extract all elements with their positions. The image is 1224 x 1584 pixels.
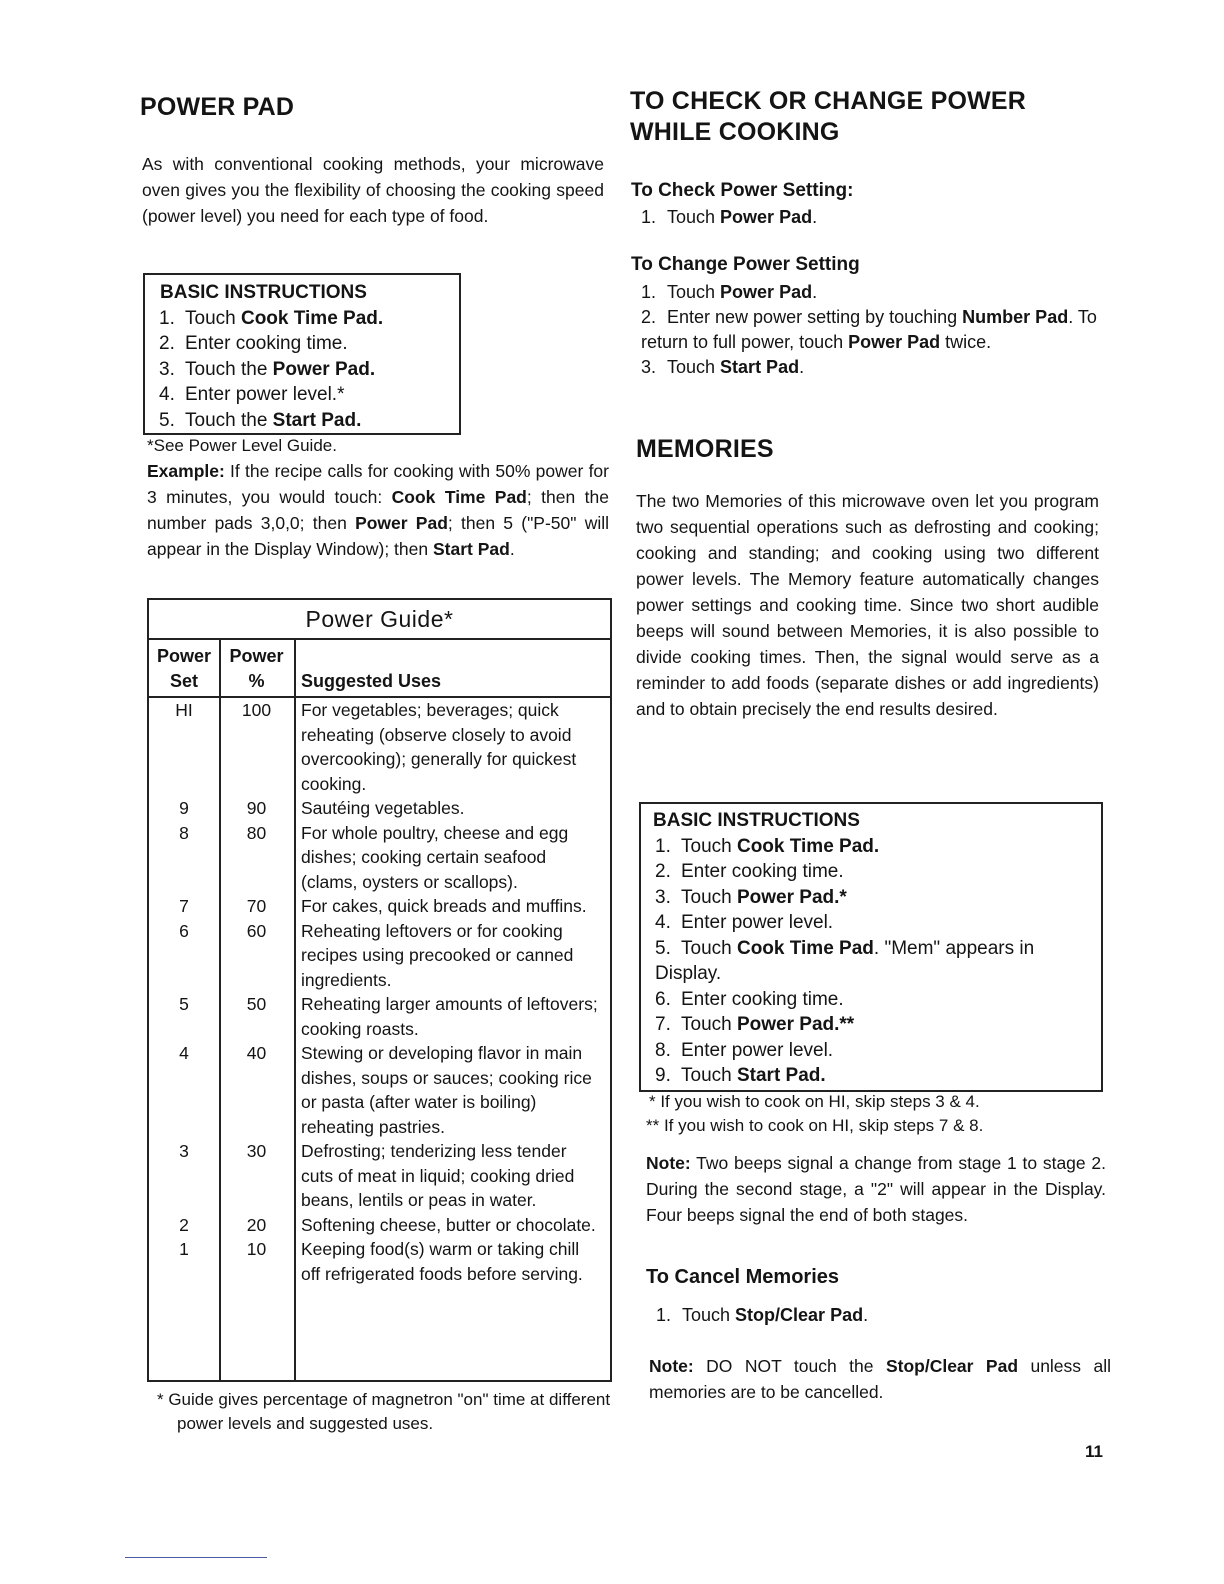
power-pad-intro: As with conventional cooking methods, your microwave oven gives you the flexibility of choosing the cooking speed (power level) you need for each type of food. bbox=[142, 154, 604, 226]
step-bold: Power Pad bbox=[848, 332, 941, 352]
step-number: 2. bbox=[641, 307, 657, 327]
col-suggested-uses: Suggested Uses bbox=[301, 671, 442, 691]
step-number: 1. bbox=[655, 835, 671, 857]
step-bold: Power Pad. bbox=[272, 358, 376, 380]
table-row bbox=[149, 1041, 610, 1139]
see-guide-note: *See Power Level Guide. bbox=[147, 436, 337, 455]
power-set-cell: 5 bbox=[179, 994, 189, 1014]
step-text: . bbox=[812, 282, 818, 302]
power-percent-cell: 80 bbox=[246, 822, 267, 843]
step-bold: Start Pad. bbox=[736, 1065, 826, 1086]
step-number: 1. bbox=[641, 282, 657, 302]
power-guide-title: Power Guide* bbox=[149, 600, 610, 640]
power-percent-cell: 60 bbox=[246, 920, 267, 941]
col-power-pct-line1: Power bbox=[229, 646, 284, 666]
change-power-heading: To Change Power Setting bbox=[631, 254, 860, 275]
power-percent-cell: 30 bbox=[246, 1141, 267, 1161]
table-row bbox=[149, 1139, 610, 1213]
example-label: Example: bbox=[147, 461, 225, 481]
note-label: Note: bbox=[646, 1153, 691, 1173]
list-item bbox=[641, 834, 1101, 860]
table-row bbox=[149, 698, 610, 796]
step-number: 4. bbox=[159, 384, 175, 405]
step-text: Touch bbox=[681, 886, 737, 908]
step-number: 1. bbox=[641, 207, 657, 227]
step-bold: Start Pad. bbox=[272, 409, 362, 431]
check-change-title: TO CHECK OR CHANGE POWER WHILE COOKING bbox=[630, 87, 1027, 147]
power-set-cell: 7 bbox=[179, 896, 189, 916]
step-number: 3. bbox=[159, 358, 175, 380]
step-number: 3. bbox=[655, 886, 671, 908]
example-text-4: . bbox=[509, 539, 515, 559]
power-guide-header bbox=[149, 640, 610, 698]
suggested-use-cell: Defrosting; tenderizing less tender cuts of meat in liquid; cooking dried beans, lentils or peas in water. bbox=[301, 1141, 575, 1210]
power-set-cell: HI bbox=[175, 700, 193, 720]
step-text: Touch bbox=[681, 835, 737, 857]
table-row bbox=[149, 1213, 610, 1238]
suggested-use-cell: Sautéing vegetables. bbox=[301, 798, 465, 818]
suggested-use-cell: Reheating leftovers or for cooking recipes using precooked or canned ingredients. bbox=[301, 920, 574, 990]
check-power-steps bbox=[631, 205, 1091, 230]
step-bold: Cook Time Pad bbox=[736, 937, 874, 959]
power-percent-cell: 40 bbox=[246, 1043, 267, 1063]
power-set-cell: 6 bbox=[179, 920, 189, 941]
step-text: Touch bbox=[681, 1014, 737, 1035]
suggested-use-cell: Stewing or developing flavor in main dishes, soups or sauces; cooking rice or pasta (after water is boiling) reheating pastries. bbox=[301, 1043, 592, 1137]
footnote-double-star: ** If you wish to cook on HI, skip steps 7 & 8. bbox=[646, 1116, 984, 1135]
step-number: 2. bbox=[159, 333, 175, 354]
col-power-set-line1: Power bbox=[156, 646, 212, 666]
power-percent-cell: 10 bbox=[246, 1239, 267, 1259]
guide-footnote: * Guide gives percentage of magnetron "on" time at different power levels and suggested uses. bbox=[157, 1390, 611, 1433]
step-number: 1. bbox=[656, 1305, 672, 1325]
step-number: 5. bbox=[655, 937, 671, 959]
step-number: 8. bbox=[655, 1039, 671, 1061]
power-pad-title: POWER PAD bbox=[140, 93, 295, 121]
note-text: DO NOT touch the bbox=[693, 1356, 886, 1376]
step-bold: Cook Time Pad. bbox=[736, 835, 880, 857]
step-text: Touch bbox=[667, 357, 721, 377]
step-text: Enter power level. bbox=[681, 912, 834, 933]
table-row bbox=[149, 919, 610, 993]
step-number: 4. bbox=[655, 912, 671, 933]
suggested-use-cell: For vegetables; beverages; quick reheating (observe closely to avoid overcooking); generally for quickest cooking. bbox=[301, 700, 577, 794]
list-item bbox=[145, 382, 459, 408]
memories-instructions-list bbox=[641, 834, 1101, 1089]
footer-rule bbox=[125, 1557, 267, 1558]
suggested-use-cell: For cakes, quick breads and muffins. bbox=[301, 896, 587, 916]
col-power-set-line2: Set bbox=[169, 671, 198, 691]
footnote-single-star: * If you wish to cook on HI, skip steps 3 & 4. bbox=[649, 1092, 980, 1111]
cancel-memories-steps bbox=[646, 1303, 1106, 1328]
step-bold: Power Pad.** bbox=[736, 1014, 855, 1035]
basic-instructions-list bbox=[145, 306, 459, 434]
power-set-cell: 8 bbox=[179, 822, 189, 843]
table-row bbox=[149, 1237, 610, 1286]
step-text: Touch the bbox=[185, 409, 273, 431]
list-item bbox=[631, 280, 1101, 305]
step-text: Enter power level. bbox=[681, 1039, 834, 1061]
step-text: Enter cooking time. bbox=[185, 333, 348, 354]
note-stop-clear bbox=[649, 1353, 1111, 1405]
step-text: Touch bbox=[681, 1065, 737, 1086]
step-number: 2. bbox=[655, 861, 671, 882]
step-bold: Cook Time Pad. bbox=[240, 307, 384, 329]
note-stop-clear-pad: Stop/Clear Pad bbox=[885, 1356, 1019, 1376]
basic-instructions-heading: BASIC INSTRUCTIONS bbox=[160, 282, 367, 303]
list-item bbox=[641, 910, 1101, 936]
example-cook-time-pad: Cook Time Pad bbox=[391, 487, 527, 507]
list-item bbox=[641, 936, 1101, 987]
page-number: 11 bbox=[1085, 1442, 1103, 1461]
power-guide-rows bbox=[149, 698, 610, 1286]
table-row bbox=[149, 796, 610, 821]
power-percent-cell: 100 bbox=[241, 700, 272, 720]
list-item bbox=[641, 1038, 1101, 1064]
step-text: Touch bbox=[681, 937, 737, 959]
power-set-cell: 1 bbox=[179, 1239, 189, 1259]
power-percent-cell: 70 bbox=[246, 896, 267, 916]
list-item bbox=[631, 205, 1091, 230]
step-text: Enter cooking time. bbox=[681, 988, 844, 1010]
example-text-1: If the recipe calls for cooking with 50% power for 3 minutes, you would touch: bbox=[147, 461, 609, 507]
step-text: Touch bbox=[682, 1305, 736, 1325]
step-number: 3. bbox=[641, 357, 657, 377]
list-item bbox=[145, 357, 459, 383]
suggested-use-cell: Keeping food(s) warm or taking chill off refrigerated foods before serving. bbox=[301, 1239, 583, 1284]
memories-intro: The two Memories of this microwave oven let you program two sequential operations such as defrosting and cooking; cooking and standing; and cooking using two different power levels. The Memory feature automatically changes power settings and cooking time. Since two short audible beeps will sound between Memories, it is also possible to divide cooking times. Then, the signal would serve as a reminder to add foods (separate dishes or add ingredients) and to obtain precisely the end results desired. bbox=[636, 491, 1099, 719]
check-power-heading: To Check Power Setting: bbox=[631, 180, 854, 201]
list-item bbox=[641, 1063, 1101, 1089]
table-row bbox=[149, 992, 610, 1041]
power-percent-cell: 50 bbox=[246, 994, 267, 1014]
suggested-use-cell: Reheating larger amounts of leftovers; cooking roasts. bbox=[301, 994, 598, 1039]
table-row bbox=[149, 821, 610, 895]
step-text: Enter cooking time. bbox=[681, 861, 844, 882]
suggested-use-cell: For whole poultry, cheese and egg dishes; cooking certain seafood (clams, oysters or scallops). bbox=[301, 822, 569, 892]
example-start-pad: Start Pad bbox=[432, 539, 510, 559]
example-text-2: ; then the number pads 3,0,0; then bbox=[147, 487, 609, 533]
step-text: Touch bbox=[667, 207, 721, 227]
memories-instructions-heading: BASIC INSTRUCTIONS bbox=[653, 810, 860, 831]
table-row bbox=[149, 894, 610, 919]
power-set-cell: 3 bbox=[179, 1141, 189, 1161]
step-bold: Power Pad bbox=[720, 207, 813, 227]
step-bold: Stop/Clear Pad bbox=[735, 1305, 864, 1325]
step-bold: Start Pad bbox=[720, 357, 800, 377]
step-number: 5. bbox=[159, 409, 175, 431]
list-item bbox=[646, 1303, 1106, 1328]
step-number: 1. bbox=[159, 307, 175, 329]
list-item bbox=[641, 1012, 1101, 1038]
example-power-pad: Power Pad bbox=[355, 513, 448, 533]
basic-instructions-box bbox=[143, 273, 461, 435]
list-item bbox=[641, 987, 1101, 1013]
example-text-3: ; then 5 ("P-50" will appear in the Display Window); then bbox=[147, 513, 610, 559]
step-text: . bbox=[863, 1305, 869, 1325]
note-stages bbox=[646, 1150, 1106, 1228]
step-text: Touch bbox=[667, 282, 721, 302]
list-item bbox=[631, 305, 1101, 355]
step-text: Enter power level.* bbox=[185, 384, 345, 405]
col-power-pct-line2: % bbox=[248, 671, 265, 691]
note-label: Note: bbox=[649, 1356, 694, 1376]
change-power-steps bbox=[631, 280, 1101, 380]
list-item bbox=[145, 306, 459, 332]
step-number: 6. bbox=[655, 988, 671, 1010]
step-number: 9. bbox=[655, 1065, 671, 1086]
step-number: 7. bbox=[655, 1014, 671, 1035]
step-bold: Number Pad bbox=[962, 307, 1069, 327]
step-text: Enter new power setting by touching bbox=[667, 307, 963, 327]
note-text: unless all memories are to be cancelled. bbox=[649, 1356, 1111, 1402]
power-percent-cell: 90 bbox=[246, 798, 267, 818]
example-paragraph bbox=[147, 458, 609, 562]
cancel-memories-heading: To Cancel Memories bbox=[646, 1266, 840, 1288]
power-set-cell: 2 bbox=[179, 1214, 189, 1235]
list-item bbox=[145, 408, 459, 434]
list-item bbox=[145, 331, 459, 357]
memories-instructions-box bbox=[639, 802, 1103, 1092]
step-bold: Power Pad bbox=[720, 282, 813, 302]
memories-title: MEMORIES bbox=[636, 435, 774, 463]
power-set-cell: 4 bbox=[179, 1043, 189, 1063]
step-text: twice. bbox=[940, 332, 992, 352]
power-set-cell: 9 bbox=[179, 798, 189, 818]
list-item bbox=[641, 885, 1101, 911]
step-bold: Power Pad.* bbox=[736, 886, 847, 908]
list-item bbox=[641, 859, 1101, 885]
power-percent-cell: 20 bbox=[246, 1214, 267, 1235]
step-text: Touch the bbox=[185, 358, 273, 380]
step-text: . bbox=[799, 357, 805, 377]
step-text: . bbox=[812, 207, 818, 227]
list-item bbox=[631, 355, 1101, 380]
power-guide-table bbox=[147, 598, 612, 1382]
step-text: . To return to full power, touch bbox=[641, 307, 1097, 352]
step-text: . "Mem" appears in Display. bbox=[655, 937, 1035, 984]
step-text: Touch bbox=[185, 307, 241, 329]
suggested-use-cell: Softening cheese, butter or chocolate. bbox=[301, 1214, 596, 1235]
note-text: Two beeps signal a change from stage 1 to stage 2. During the second stage, a "2" will appear in the Display. Four beeps signal the end of both stages. bbox=[646, 1153, 1106, 1225]
